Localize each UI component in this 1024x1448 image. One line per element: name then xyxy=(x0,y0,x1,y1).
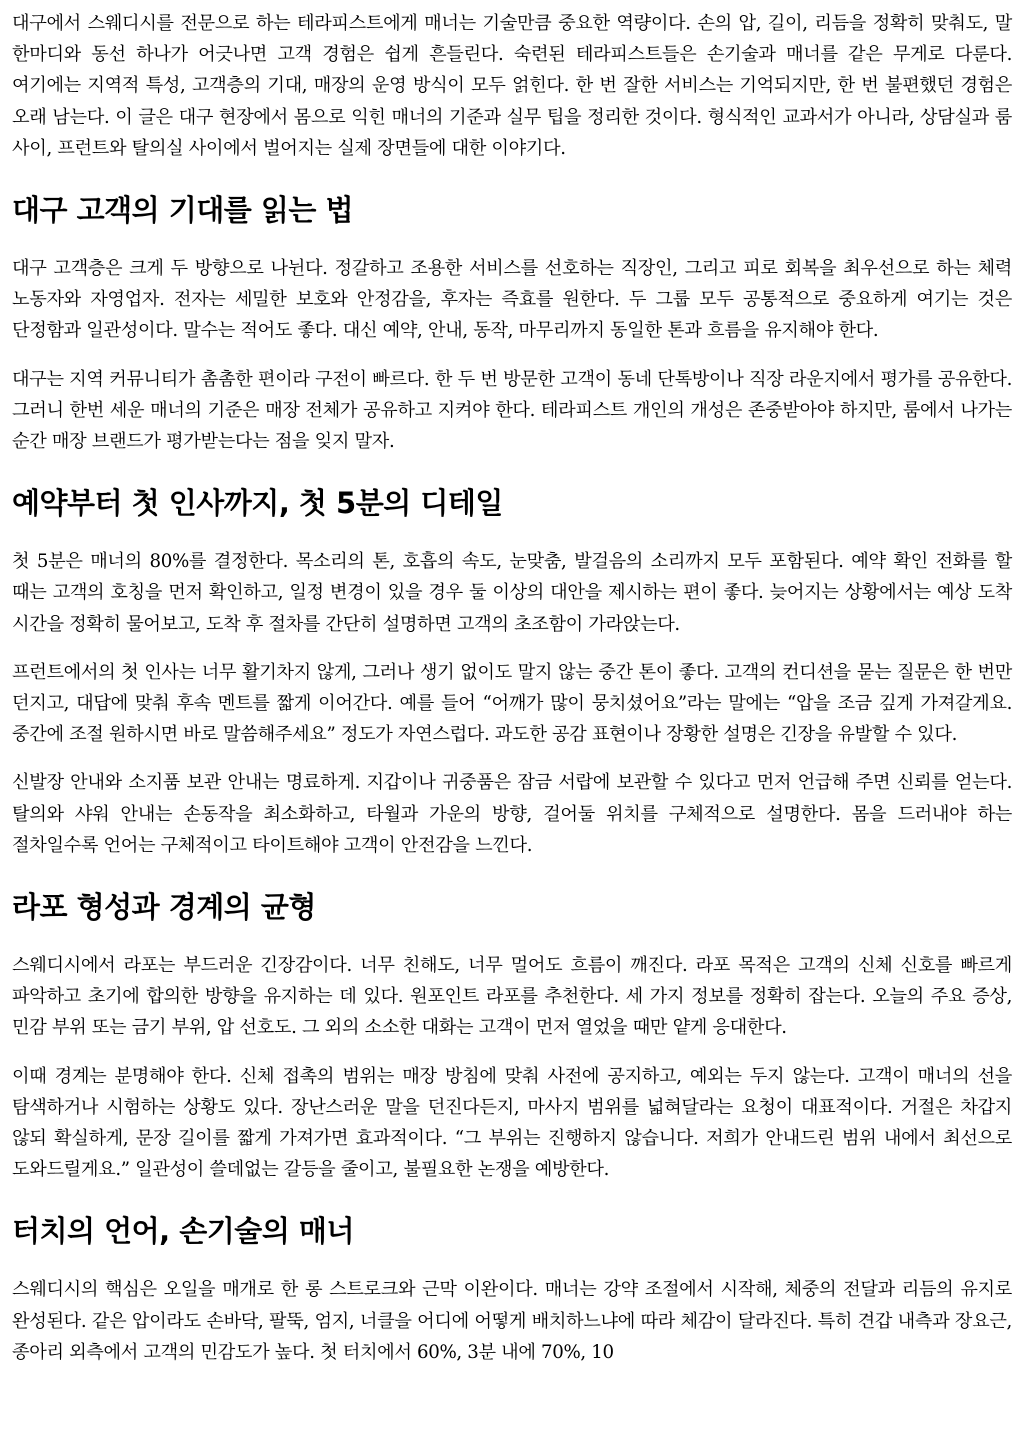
section-heading-rapport-boundaries: 라포 형성과 경계의 균형 xyxy=(12,890,316,925)
section-paragraph: 대구는 지역 커뮤니티가 촘촘한 편이라 구전이 빠르다. 한 두 번 방문한 고객이 동네 단톡방이나 직장 라운지에서 평가를 공유한다. 그러니 한번 세운 매너의 기준은 매장 전체가 공유하고 지켜야 한다. 테라피스트 개인의 개성은 존중받아야 하지만, 룸에서 나가는 순간 매장 브랜드가 평가받는다는 점을 잊지 말자. xyxy=(12,368,1012,453)
section-paragraph: 스웨디시의 핵심은 오일을 매개로 한 롱 스트로크와 근막 이완이다. 매너는 강약 조절에서 시작해, 체중의 전달과 리듬의 유지로 완성된다. 같은 압이라도 손바닥, 팔뚝, 엄지, 너클을 어디에 어떻게 배치하느냐에 따라 체감이 달라진다. 특히 견갑 내측과 장요근, 종아리 외측에서 고객의 민감도가 높다. 첫 터치에서 60%, 3분 내에 70%, 10 xyxy=(12,1279,1012,1363)
section-paragraph: 프런트에서의 첫 인사는 너무 활기차지 않게, 그러나 생기 없이도 말지 않는 중간 톤이 좋다. 고객의 컨디션을 묻는 질문은 한 번만 던지고, 대답에 맞춰 후속 멘트를 짧게 이어간다. 예를 들어 “어깨가 많이 뭉치셨어요”라는 말에는 “압을 조금 깊게 가져갈게요. 중간에 조절 원하시면 바로 말씀해주세요” 정도가 자연스럽다. 과도한 공감 표현이나 장황한 설명은 긴장을 유발할 수 있다. xyxy=(12,661,1012,746)
section-paragraph: 신발장 안내와 소지품 보관 안내는 명료하게. 지갑이나 귀중품은 잠금 서랍에 보관할 수 있다고 먼저 언급해 주면 신뢰를 얻는다. 탈의와 샤워 안내는 손동작을 최소화하고, 타월과 가운의 방향, 걸어둘 위치를 구체적으로 설명한다. 몸을 드러내야 하는 절차일수록 언어는 구체적이고 타이트해야 고객이 안전감을 느낀다. xyxy=(12,772,1012,856)
section-heading-first-five-minutes: 예약부터 첫 인사까지, 첫 5분의 디테일 xyxy=(12,486,503,521)
section-heading-touch-language: 터치의 언어, 손기술의 매너 xyxy=(12,1214,354,1249)
section-paragraph: 첫 5분은 매너의 80%를 결정한다. 목소리의 톤, 호흡의 속도, 눈맞춤, 발걸음의 소리까지 모두 포함된다. 예약 확인 전화를 할 때는 고객의 호칭을 먼저 확인하고, 일정 변경이 있을 경우 둘 이상의 대안을 제시하는 편이 좋다. 늦어지는 상황에서는 예상 도착 시간을 정확히 물어보고, 도착 후 절차를 간단히 설명하면 고객의 초조함이 가라앉는다. xyxy=(12,551,1012,635)
intro-paragraph: 대구에서 스웨디시를 전문으로 하는 테라피스트에게 매너는 기술만큼 중요한 역량이다. 손의 압, 길이, 리듬을 정확히 맞춰도, 말 한마디와 동선 하나가 어긋나면 고객 경험은 쉽게 흔들린다. 숙련된 테라피스트들은 손기술과 매너를 같은 무게로 다룬다. 여기에는 지역적 특성, 고객층의 기대, 매장의 운영 방식이 모두 얽힌다. 한 번 잘한 서비스는 기억되지만, 한 번 불편했던 경험은 오래 남는다. 이 글은 대구 현장에서 몸으로 익힌 매너의 기준과 실무 팁을 정리한 것이다. 형식적인 교과서가 아니라, 상담실과 룸 사이, 프런트와 탈의실 사이에서 벌어지는 실제 장면들에 대한 이야기다. xyxy=(12,13,1012,159)
section-heading-expectations: 대구 고객의 기대를 읽는 법 xyxy=(12,193,354,228)
section-paragraph: 스웨디시에서 라포는 부드러운 긴장감이다. 너무 친해도, 너무 멀어도 흐름이 깨진다. 라포 목적은 고객의 신체 신호를 빠르게 파악하고 초기에 합의한 방향을 유지하는 데 있다. 원포인트 라포를 추천한다. 세 가지 정보를 정확히 잡는다. 오늘의 주요 증상, 민감 부위 또는 금기 부위, 압 선호도. 그 외의 소소한 대화는 고객이 먼저 열었을 때만 얕게 응대한다. xyxy=(12,955,1012,1039)
section-paragraph: 이때 경계는 분명해야 한다. 신체 접촉의 범위는 매장 방침에 맞춰 사전에 공지하고, 예외는 두지 않는다. 고객이 매너의 선을 탐색하거나 시험하는 상황도 있다. 장난스러운 말을 던진다든지, 마사지 범위를 넓혀달라는 요청이 대표적이다. 거절은 차갑지 않되 확실하게, 문장 길이를 짧게 가져가면 효과적이다. “그 부위는 진행하지 않습니다. 저희가 안내드린 범위 내에서 최선으로 도와드릴게요.” 일관성이 쓸데없는 갈등을 줄이고, 불필요한 논쟁을 예방한다. xyxy=(12,1065,1012,1181)
section-paragraph: 대구 고객층은 크게 두 방향으로 나뉜다. 정갈하고 조용한 서비스를 선호하는 직장인, 그리고 피로 회복을 최우선으로 하는 체력 노동자와 자영업자. 전자는 세밀한 보호와 안정감을, 후자는 즉효를 원한다. 두 그룹 모두 공통적으로 중요하게 여기는 것은 단정함과 일관성이다. 말수는 적어도 좋다. 대신 예약, 안내, 동작, 마무리까지 동일한 톤과 흐름을 유지해야 한다. xyxy=(12,258,1012,342)
